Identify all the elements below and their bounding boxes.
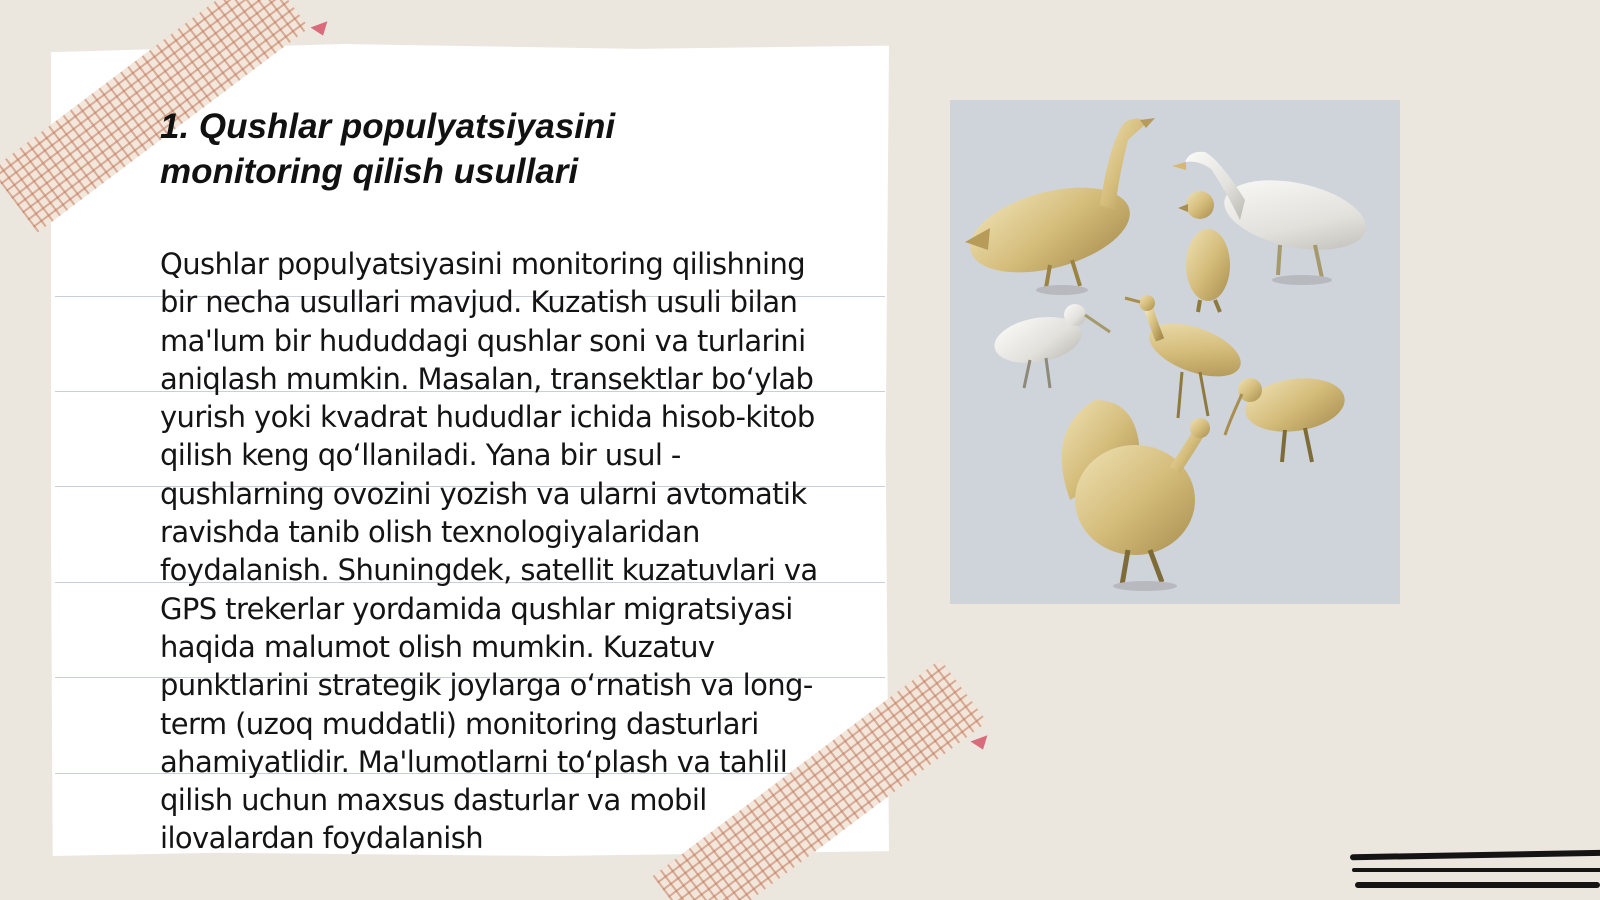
- gold-duckling-figurine: [1178, 191, 1230, 312]
- bird-figurines-image: [950, 100, 1400, 604]
- brush-stroke-icon: [1350, 850, 1600, 861]
- pin-icon: [310, 21, 331, 38]
- slide-body-text: Qushlar populyatsiyasini monitoring qilishning bir necha usullari mavjud. Kuzatish usuli bilan ma'lum bir hududdagi qushlar soni va turlarini aniqlash mumkin. Masalan, transektlar boʻylab yurish yoki kvadrat hududlar ichida hisob-kitob qilish keng qoʻllaniladi. Yana bir usul - qushlarning ovozini yozish va ularni avtomatik ravishda tanib olish texnologiyalaridan foydalanish. Shuningdek, satellit kuzatuvlari va GPS trekerlar yordamida qushlar migratsiyasi haqida malumot olish mumkin. Kuzatuv punktlarini strategik joylarga oʻrnatish va long-term (uzoq muddatli) monitoring dasturlari ahamiyatlidir. Ma'lumotlarni toʻplash va tahlil qilish uchun maxsus dasturlar va mobil ilovalardan foydalanish: [160, 247, 818, 856]
- pin-icon: [970, 735, 991, 752]
- brush-stroke-icon: [1355, 882, 1600, 888]
- slide-title: 1. Qushlar populyatsiyasini monitoring qilish usullari: [160, 107, 616, 191]
- gold-curlew-figurine: [1225, 372, 1348, 462]
- bird-figurines-illustration: [950, 100, 1400, 604]
- gold-heron-figurine: [1125, 295, 1248, 418]
- silver-shorebird-figurine: [991, 304, 1110, 388]
- brush-stroke-icon: [1352, 868, 1600, 872]
- gold-duck-figurine: [961, 118, 1155, 295]
- gold-turkey-figurine: [1062, 400, 1210, 591]
